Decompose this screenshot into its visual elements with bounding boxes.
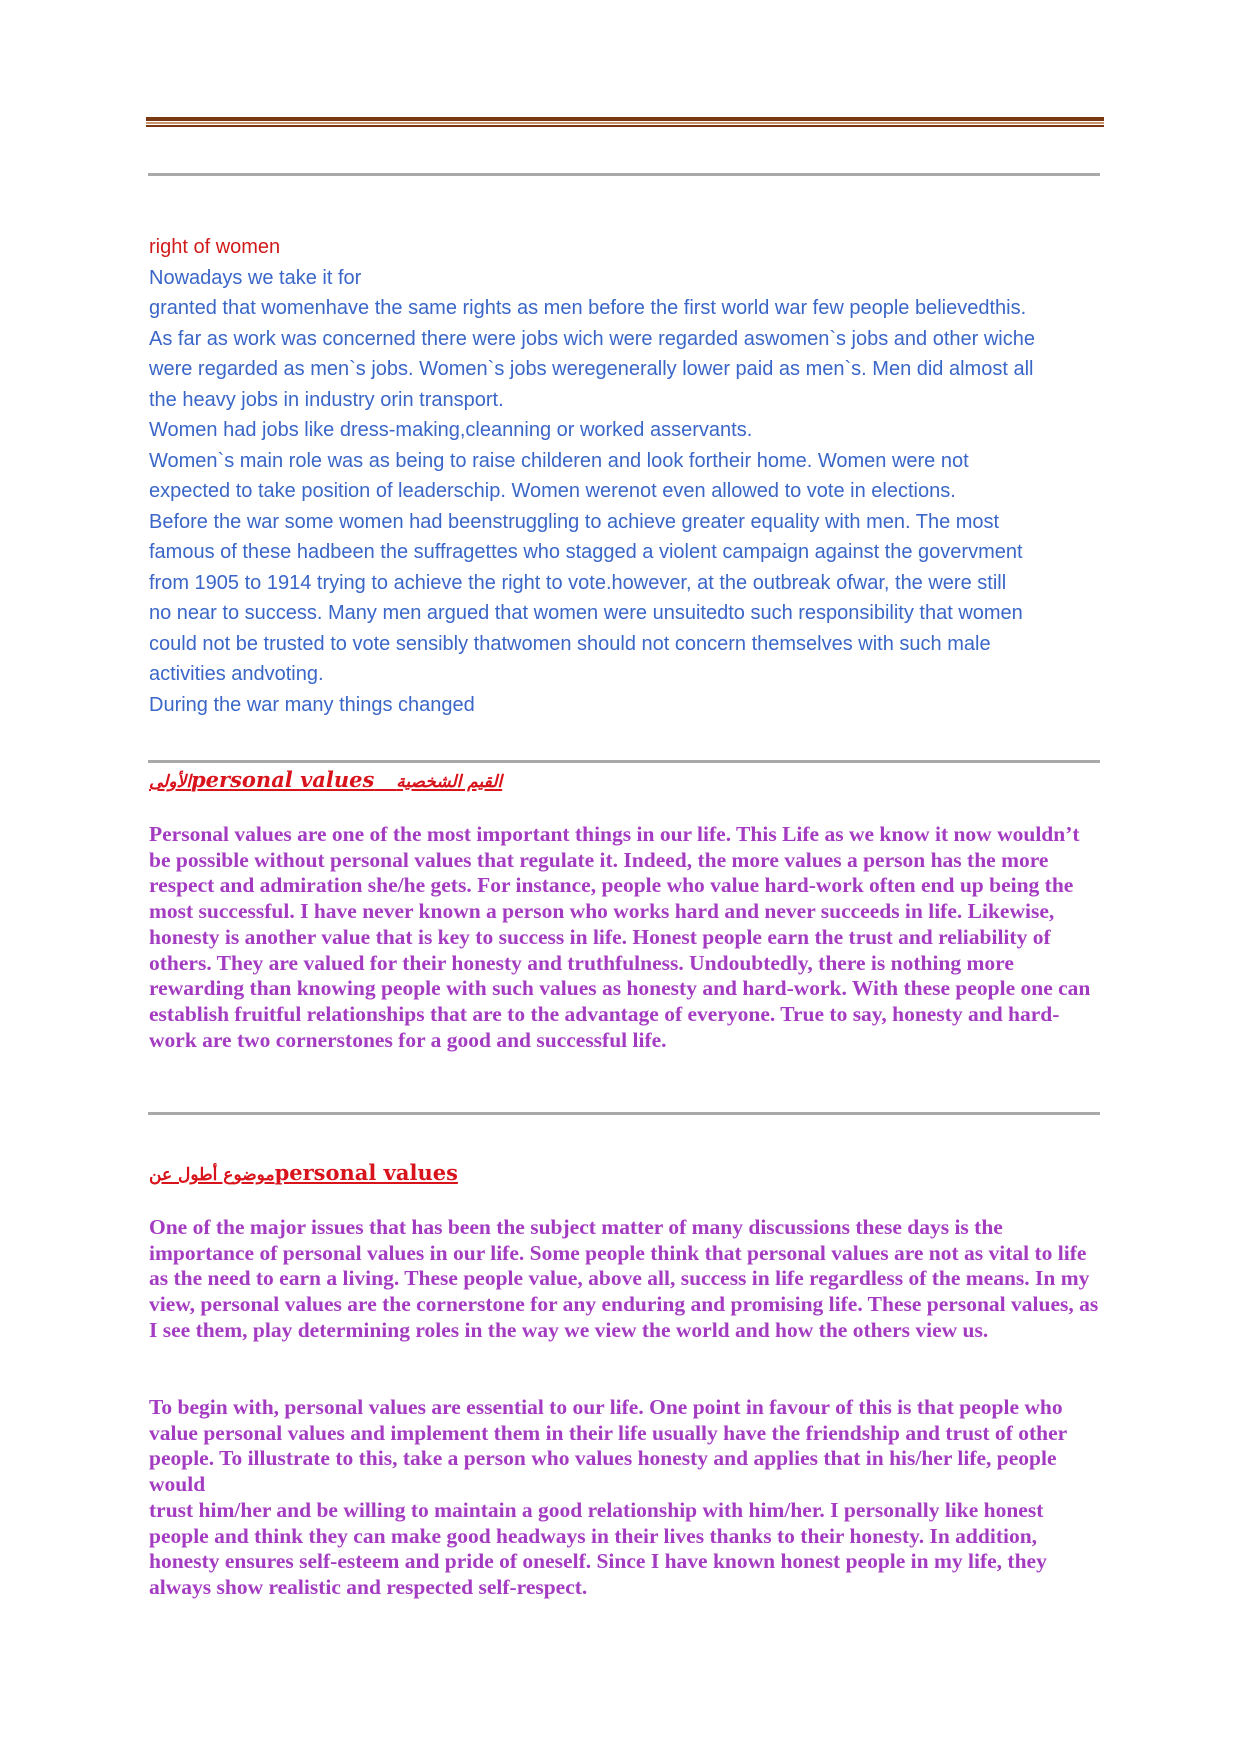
text-line: Women`s main role was as being to raise childeren and look fortheir home. Women were not [149,449,969,472]
text-line: famous of these hadbeen the suffragettes who stagged a violent campaign against the govervment [149,541,1023,563]
text-line: expected to take position of leaderschip. Women werenot even allowed to vote in elections. [149,480,956,502]
paragraph-essay-1: One of the major issues that has been the subject matter of many discussions these days is the importance of personal values in our life. Some people think that personal values are not as vital to life as the need to earn a living. These people value, above all, success in life regardless of the means. In my view, personal values are the cornerstone for any enduring and promising life. These personal values, as I see them, play determining roles in the way we view the world and how the others view us. [149,1215,1099,1342]
text-line: could not be trusted to vote sensibly thatwomen should not concern themselves with such male [149,632,991,655]
text-line: Women had jobs like dress-making,cleanning or worked asservants. [149,419,753,441]
text-line: As far as work was concerned there were jobs wich were regarded aswomen`s jobs and other wiche [149,327,1035,350]
paragraph-essay-2b: trust him/her and be willing to maintain a good relationship with him/her. I personally like honest people and think they can make good headways in their lives thanks to their honesty. In addition, honesty ensures self-esteem and pride of oneself. Since I have known honest people in my life, they always show realistic and respected self-respect. [149,1498,1047,1600]
section-heading-personal-values [149,767,502,792]
paragraph-personal-values: Personal values are one of the most important things in our life. This Life as we know it now wouldn’t be possible without personal values that regulate it. Indeed, the more values a person has the more respect and admiration she/he gets. For instance, people who value hard-work often end up being the most successful. I have never known a person who works hard and never succeeds in life. Likewise, honesty is another value that is key to success in life. Honest people earn the trust and reliability of others. They are valued for their honesty and truthfulness. Undoubtedly, there is nothing more rewarding than knowing people with such values as honesty and hard-work. With these people one can establish fruitful relationships that are to the advantage of everyone. True to say, honesty and hard-work are two cornerstones for a good and successful life. [149,822,1091,1052]
divider-3 [148,1112,1100,1115]
paragraph-essay-2a: To begin with, personal values are essential to our life. One point in favour of this is that people who value personal values and implement them in their life usually have the friendship and trust of other people. To illustrate to this, take a person who values honesty and applies that in his/her life, people would [149,1395,1067,1497]
text-line: Nowadays we take it for [149,266,362,289]
section-heading-longer-essay [149,1160,458,1185]
text-line: from 1905 to 1914 trying to achieve the right to vote.however, at the outbreak ofwar, the were still [149,571,1007,594]
heading-english: personal values [274,1160,458,1185]
text-line: Before the war some women had beenstruggling to achieve greater equality with men. The most [149,510,1000,533]
divider-1 [148,173,1100,176]
section-title: right of women [149,236,281,258]
text-line: the heavy jobs in industry orin transport. [149,388,504,411]
text-line: During the war many things changed [149,693,475,716]
section-right-of-women [149,232,1109,720]
top-decorative-rule [146,117,1104,127]
heading-arabic: موضوع أطول عن [149,1165,275,1185]
text-line: were regarded as men`s jobs. Women`s jobs weregenerally lower paid as men`s. Men did almost all [149,358,1034,380]
heading-arabic-right: القيم الشخصية [396,772,503,792]
text-line: granted that womenhave the same rights as men before the first world war few people believedthis. [149,297,1027,319]
heading-english: personal values [190,767,375,792]
text-line: no near to success. Many men argued that women were unsuitedto such responsibility that women [149,602,1023,624]
text-line: activities andvoting. [149,663,324,685]
divider-2 [148,760,1100,763]
heading-arabic-left: الأولى [149,772,191,792]
